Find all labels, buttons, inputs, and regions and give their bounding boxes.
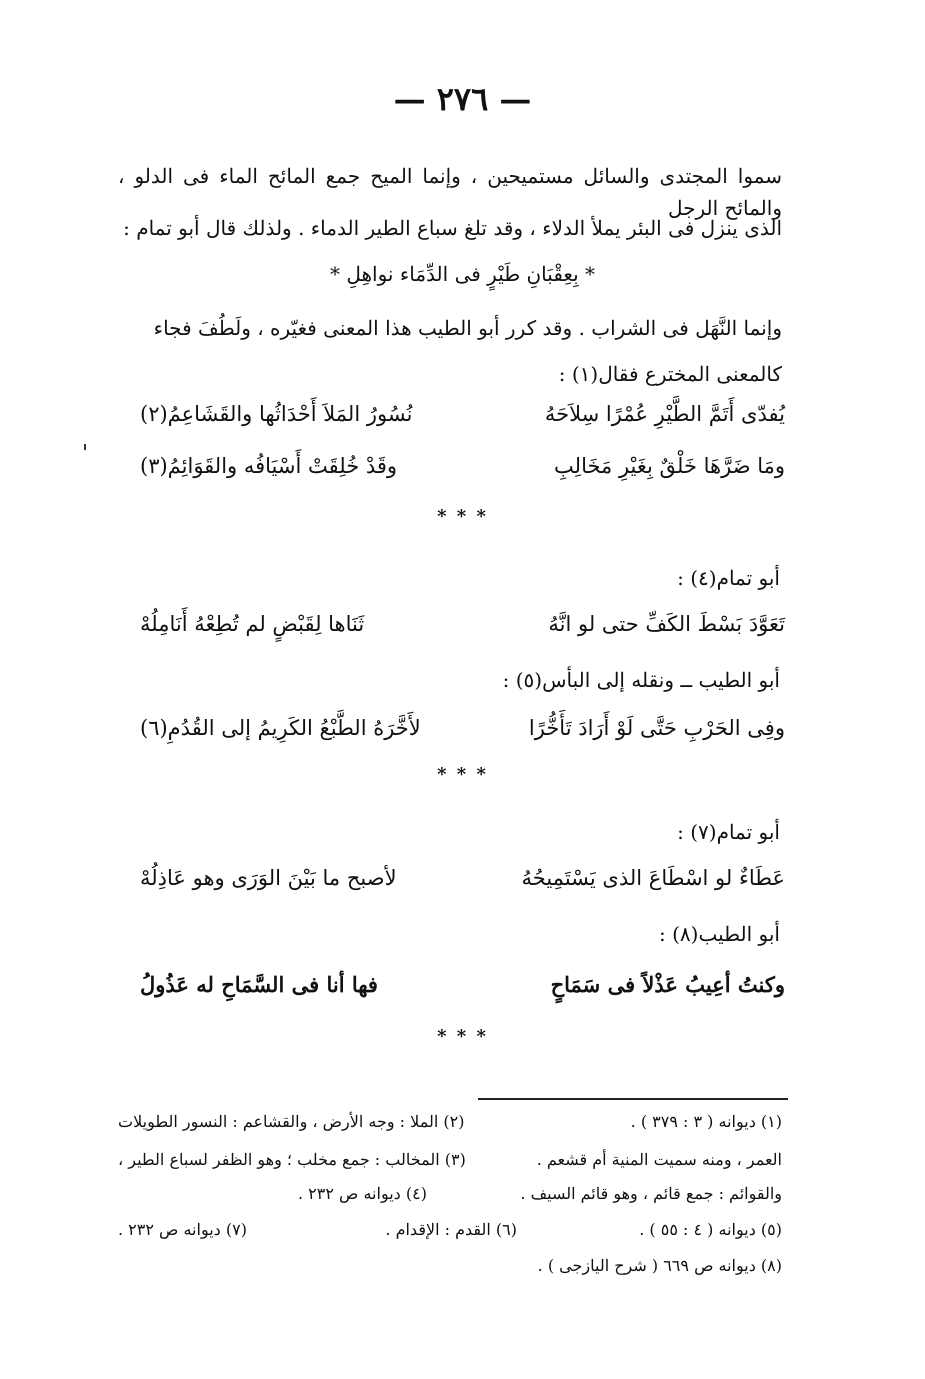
footnote: (٤) ديوانه ص ٢٣٢ . bbox=[298, 1184, 427, 1203]
verse-line bbox=[140, 866, 785, 906]
verse-first-hemistich: عَطَاءٌ لو اسْطَاعَ الذى يَسْتَمِيحُهُ bbox=[521, 866, 785, 890]
verse-line bbox=[140, 402, 785, 442]
footnote: (٣) المخالب : جمع مخلب ؛ وهو الظفر لسباع الطير ، bbox=[118, 1150, 466, 1169]
intro-line-2: الذى ينزل فى البئر يملأ الدلاء ، وقد تلغ سباع الطير الدماء . ولذلك قال أبو تمام : bbox=[123, 216, 782, 240]
verse-line bbox=[140, 454, 785, 494]
footnote: (٢) الملا : وجه الأرض ، والقشاعم : النسور الطويلات bbox=[118, 1112, 465, 1131]
verse-line bbox=[140, 612, 785, 652]
verse-line bbox=[140, 716, 785, 756]
margin-mark bbox=[84, 444, 86, 450]
intro-line-1: سموا المجتدى والسائل مستميحين ، وإنما الميح جمع المائح الماء فى الدلو ، والمائح الرجل bbox=[118, 164, 782, 220]
verse-second-hemistich: وقَدْ خُلِقَتْ أَسْيَافُه والقَوَائِمُ(٣) bbox=[140, 454, 398, 478]
page-number: — ٢٧٦ — bbox=[393, 80, 532, 118]
verse-second-hemistich: نُسُورُ المَلاَ أَحْدَاثُها والقَشَاعِمُ(٢) bbox=[140, 402, 413, 426]
footnote: (٦) القدم : الإقدام . bbox=[385, 1220, 517, 1239]
footnote-separator bbox=[478, 1098, 788, 1100]
footnote: (٧) ديوانه ص ٢٣٢ . bbox=[118, 1220, 247, 1239]
section-divider-stars: * * * bbox=[437, 506, 488, 527]
poet-label: أبو الطيب(٨) : bbox=[658, 922, 780, 946]
poet-label: أبو الطيب ــ ونقله إلى البأس(٥) : bbox=[502, 668, 780, 692]
quoted-hemistich: * بِعِقْبَانِ طَيْرٍ فى الدِّمَاء نواهِلِ * bbox=[329, 262, 596, 286]
verse-first-hemistich: تَعَوَّدَ بَسْطَ الكَفِّ حتى لو انَّهُ bbox=[548, 612, 785, 636]
section-divider-stars: * * * bbox=[437, 764, 488, 785]
intro-line-4: كالمعنى المخترع فقال(١) : bbox=[558, 362, 782, 386]
intro-line-3: وإنما النَّهَل فى الشراب . وقد كرر أبو الطيب هذا المعنى فغيّره ، ولَطُفَ فجاء bbox=[153, 316, 782, 340]
footnote: (١) ديوانه ( ٣ : ٣٧٩ ) . bbox=[630, 1112, 782, 1131]
verse-first-hemistich: يُفدّى أَتَمَّ الطَّيْرِ عُمْرًا سِلاَحَهُ bbox=[544, 402, 785, 426]
verse-line bbox=[140, 972, 785, 1012]
verse-second-hemistich: ثَنَاها لِقَبْضٍ لم تُطِعْهُ أَنَامِلُهْ bbox=[140, 612, 365, 636]
footnote: (٨) ديوانه ص ٦٦٩ ( شرح اليازجى ) . bbox=[537, 1256, 782, 1275]
footnote: (٥) ديوانه ( ٤ : ٥٥ ) . bbox=[639, 1220, 782, 1239]
verse-second-hemistich: لأَخَّرَهُ الطَّبْعُ الكَرِيمُ إلى القُدُمِ(٦) bbox=[140, 716, 421, 740]
verse-second-hemistich: فها أنا فى السَّمَاحِ له عَذُولُ bbox=[140, 972, 378, 997]
poet-label: أبو تمام(٧) : bbox=[677, 820, 780, 844]
footnote: والقوائم : جمع قائم ، وهو قائم السيف . bbox=[520, 1184, 782, 1203]
footnote: العمر ، ومنه سميت المنية أم قشعم . bbox=[536, 1150, 782, 1169]
verse-first-hemistich: ومَا ضَرَّهَا خَلْقٌ بِغَيْرِ مَخَالِبِ bbox=[554, 454, 785, 478]
verse-first-hemistich: وكنتُ أعِيبُ عَذْلاً فى سَمَاحٍ bbox=[550, 972, 785, 997]
verse-second-hemistich: لأصبح ما بَيْنَ الوَرَى وهو عَاذِلُهْ bbox=[140, 866, 397, 890]
poet-label: أبو تمام(٤) : bbox=[677, 566, 780, 590]
verse-first-hemistich: وفِى الحَرْبِ حَتَّى لَوْ أَرَادَ تَأَخُّرًا bbox=[528, 716, 785, 740]
section-divider-stars: * * * bbox=[437, 1026, 488, 1047]
